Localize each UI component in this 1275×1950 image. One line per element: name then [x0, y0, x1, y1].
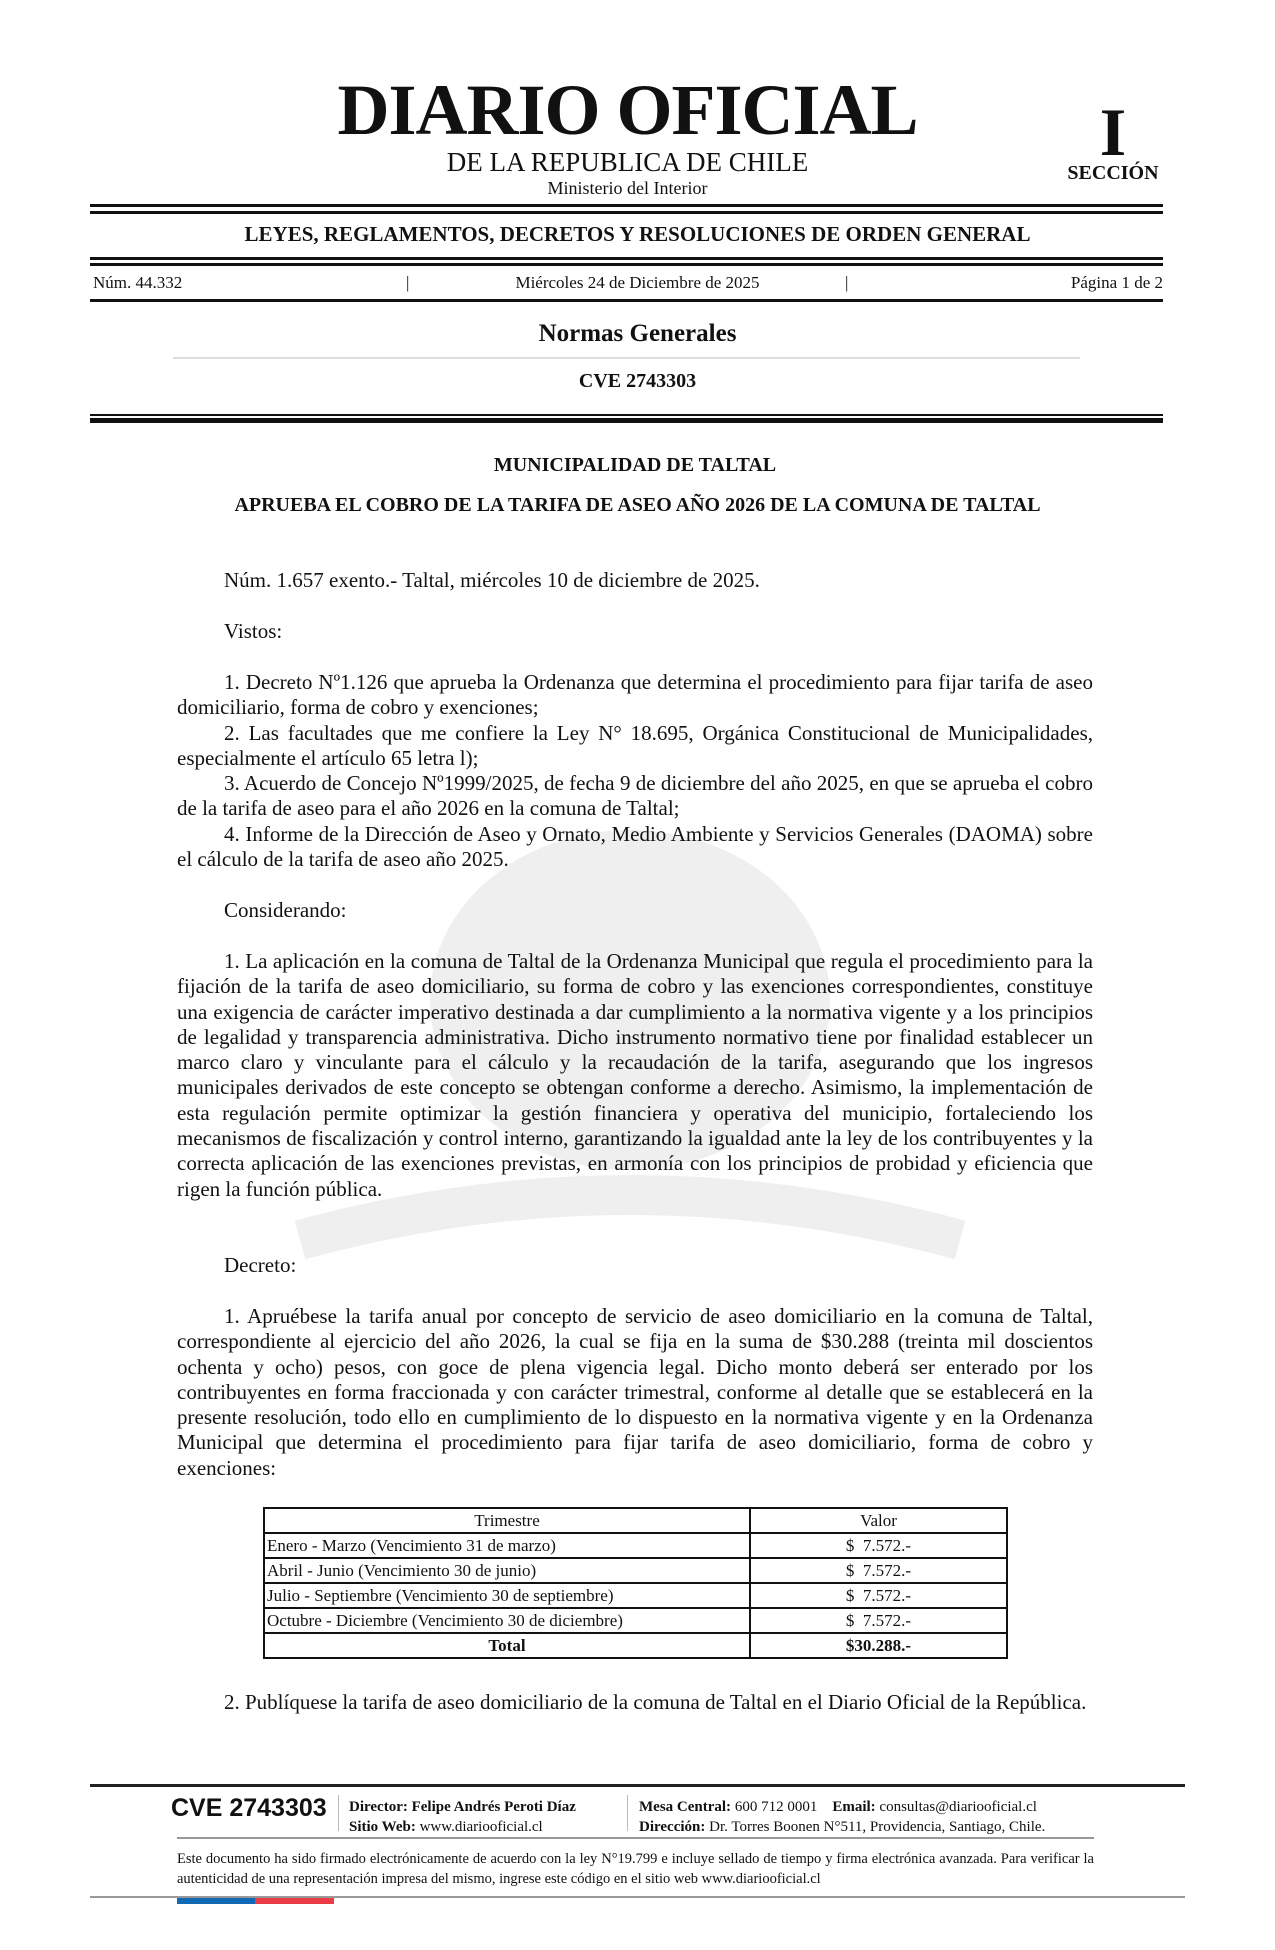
- divider: [90, 204, 1163, 207]
- cell: $ 7.572.-: [750, 1533, 1007, 1558]
- web-label: Sitio Web:: [349, 1819, 416, 1835]
- divider: [90, 418, 1163, 423]
- vistos-label: Vistos:: [224, 619, 283, 643]
- cell: Enero - Marzo (Vencimiento 31 de marzo): [264, 1533, 750, 1558]
- director-name: Felipe Andrés Peroti Díaz: [411, 1799, 576, 1815]
- address-label: Dirección:: [639, 1819, 706, 1835]
- email-label: Email:: [832, 1799, 876, 1815]
- issuer: MUNICIPALIDAD DE TALTAL: [493, 454, 777, 476]
- flag-bar-red: [255, 1898, 334, 1904]
- table-row: [264, 1608, 1007, 1633]
- cell: Octubre - Diciembre (Vencimiento 30 de diciembre): [264, 1608, 750, 1633]
- phone-number: 600 712 0001: [734, 1799, 818, 1815]
- divider: [90, 414, 1163, 416]
- footer-divider: [90, 1784, 1185, 1787]
- visto-item: 1. Decreto Nº1.126 que aprueba la Ordenanza que determina el procedimiento para fijar tarifa de aseo domiciliario, forma de cobro y exenciones;: [177, 670, 1093, 720]
- visto-item: 2. Las facultades que me confiere la Ley N° 18.695, Orgánica Constitucional de Municipalidades, especialmente el artículo 65 letra l);: [177, 720, 1093, 770]
- visto-item: 4. Informe de la Dirección de Aseo y Ornato, Medio Ambiente y Servicios Generales (DAOMA) sobre el cálculo de la tarifa de aseo año 2025.: [177, 821, 1093, 872]
- category-heading: LEYES, REGLAMENTOS, DECRETOS Y RESOLUCIONES DE ORDEN GENERAL: [244, 222, 1031, 246]
- cell: Total: [264, 1633, 750, 1658]
- footer-divider: [177, 1837, 1094, 1839]
- disclaimer: Este documento ha sido firmado electrónicamente de acuerdo con la ley N°19.799 e incluye sellado de tiempo y firma electrónica avanzada. Para verificar la autenticidad de una representación impresa del mismo, ingrese este código en el sitio web www.diariooficial.cl: [177, 1851, 1094, 1887]
- cell: $ 7.572.-: [750, 1583, 1007, 1608]
- tariff-table: [263, 1507, 1008, 1659]
- flag-bar-blue: [177, 1898, 255, 1904]
- cve-code: CVE 2743303: [578, 370, 697, 392]
- considerando-label: Considerando:: [224, 898, 347, 922]
- divider: [90, 257, 1163, 260]
- visto-item: 3. Acuerdo de Concejo Nº1999/2025, de fecha 9 de diciembre del año 2025, en que se aprueba el cobro de la tarifa de aseo para el año 2026 en la comuna de Taltal;: [177, 771, 1093, 821]
- director-label: Director:: [349, 1799, 408, 1815]
- website-link[interactable]: www.diariooficial.cl: [419, 1819, 543, 1835]
- email-link[interactable]: consultas@diariooficial.cl: [879, 1799, 1037, 1815]
- cell: $ 7.572.-: [750, 1608, 1007, 1633]
- header-cell: Valor: [750, 1508, 1007, 1533]
- table-row: [264, 1583, 1007, 1608]
- phone-label: Mesa Central:: [639, 1799, 732, 1815]
- cell: Julio - Septiembre (Vencimiento 30 de septiembre): [264, 1583, 750, 1608]
- section-heading: Normas Generales: [538, 320, 737, 347]
- footer-cve: CVE 2743303: [171, 1794, 327, 1822]
- decreto-label: Decreto:: [224, 1253, 297, 1277]
- divider: [90, 263, 1163, 266]
- ministry: Ministerio del Interior: [547, 178, 708, 198]
- header-cell: Trimestre: [264, 1508, 750, 1533]
- section-number: I: [1099, 94, 1127, 170]
- address: Dr. Torres Boonen N°511, Providencia, Santiago, Chile.: [709, 1819, 1046, 1835]
- table-header: [264, 1508, 1007, 1533]
- table-row: [264, 1533, 1007, 1558]
- document-title: APRUEBA EL COBRO DE LA TARIFA DE ASEO AÑO 2026 DE LA COMUNA DE TALTAL: [234, 494, 1041, 516]
- page-indicator: Página 1 de 2: [1070, 273, 1163, 292]
- cell: $ 7.572.-: [750, 1558, 1007, 1583]
- issue-date: Miércoles 24 de Diciembre de 2025: [515, 273, 760, 292]
- masthead-title: DIARIO OFICIAL: [337, 70, 918, 150]
- divider: [90, 299, 1163, 302]
- table-total-row: [264, 1633, 1007, 1658]
- issue-number: Núm. 44.332: [93, 273, 183, 292]
- decree-number: Núm. 1.657 exento.- Taltal, miércoles 10 de diciembre de 2025.: [224, 568, 760, 592]
- divider: [90, 211, 1163, 214]
- decreto-item: 1. Apruébese la tarifa anual por concepto de servicio de aseo domiciliario en la comuna de Taltal, correspondiente al ejercicio del año 2026, la cual se fija en la suma de $30.288 (treinta mil doscientos ochenta y ocho) pesos, con goce de plena vigencia legal. Dicho monto deberá ser enterado por los contribuyentes en forma fraccionada y con carácter trimestral, conforme al detalle que se establecerá en la presente resolución, todo ello en cumplimiento de lo dispuesto en la normativa vigente y en la Ordenanza Municipal que determina el procedimiento para fijar tarifa de aseo domiciliario, forma de cobro y exenciones:: [177, 1304, 1093, 1480]
- section-label: SECCIÓN: [1067, 162, 1159, 184]
- cell: Abril - Junio (Vencimiento 30 de junio): [264, 1558, 750, 1583]
- divider: [173, 357, 1080, 359]
- table-row: [264, 1558, 1007, 1583]
- decreto-item: 2. Publíquese la tarifa de aseo domiciliario de la comuna de Taltal en el Diario Oficial de la República.: [224, 1690, 1087, 1714]
- masthead-subtitle: DE LA REPUBLICA DE CHILE: [446, 147, 809, 177]
- considerando-paragraph: 1. La aplicación en la comuna de Taltal de la Ordenanza Municipal que regula el procedimiento para la fijación de la tarifa de aseo domiciliario, su forma de cobro y las exenciones correspondientes, constituye una exigencia de carácter imperativo destinada a dar cumplimiento a la normativa vigente y a los principios de legalidad y transparencia administrativa. Dicho instrumento normativo tiene por finalidad establecer un marco claro y vinculante para el cálculo y la recaudación de la tarifa, asegurando que los ingresos municipales derivados de este concepto se obtengan conforme a derecho. Asimismo, la implementación de esta regulación permite optimizar la gestión financiera y operativa del municipio, fortaleciendo los mecanismos de fiscalización y control interno, garantizando la igualdad ante la ley de los contribuyentes y la correcta aplicación de las exenciones previstas, en armonía con los principios de probidad y eficiencia que rigen la función pública.: [177, 949, 1093, 1201]
- cell: $30.288.-: [750, 1633, 1007, 1658]
